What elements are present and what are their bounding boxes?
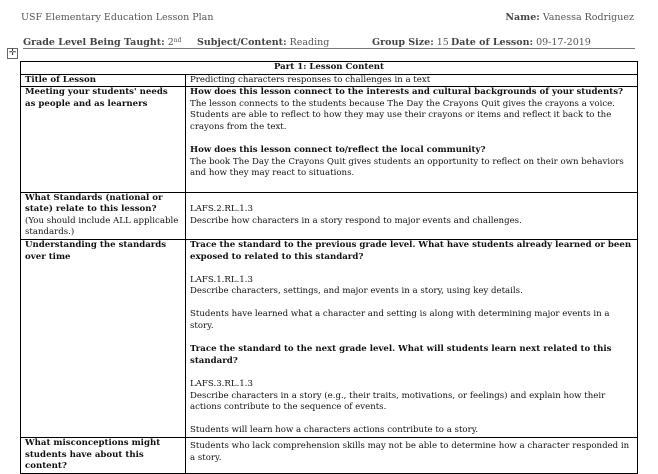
understanding-label: Understanding the standards over time bbox=[21, 239, 186, 437]
lesson-title: Predicting characters responses to challenges in a text bbox=[186, 74, 638, 87]
student-name bbox=[505, 12, 634, 23]
standards-content bbox=[186, 192, 638, 239]
understanding-content bbox=[186, 239, 638, 437]
standard-description: Describe how characters in a story respond to major events and challenges. bbox=[190, 215, 522, 226]
next-standard-code: LAFS.3.RL.1.3 bbox=[190, 379, 253, 390]
lesson-info-bar bbox=[23, 37, 635, 49]
table-move-handle-icon[interactable]: ✛ bbox=[8, 48, 17, 58]
misconceptions-label: What misconceptions might students have about this content? bbox=[21, 438, 186, 474]
standards-label: What Standards (national or state) relate to this lesson? bbox=[25, 192, 163, 215]
grade-level: Grade Level Being Taught: 2nd bbox=[23, 37, 182, 48]
misconceptions-content bbox=[186, 438, 638, 474]
misconceptions-text: Students who lack comprehension skills may not be able to determine how a character responded in a story. bbox=[190, 441, 630, 463]
standards-label-cell bbox=[21, 192, 186, 239]
standards-label-note: (You should include ALL applicable standards.) bbox=[25, 215, 179, 238]
understanding-question-2: Trace the standard to the next grade level. What will students learn next related to this standard? bbox=[190, 344, 612, 366]
table-row bbox=[21, 239, 638, 437]
needs-label: Meeting your students' needs as people and as learners bbox=[21, 87, 186, 192]
needs-question-2: How does this lesson connect to/reflect the local community? bbox=[190, 145, 486, 156]
table-row bbox=[21, 192, 638, 239]
understanding-answer-1: Students have learned what a character and setting is along with determining major events in a story. bbox=[190, 309, 610, 332]
standard-code: LAFS.2.RL.1.3 bbox=[190, 204, 253, 215]
lesson-date: Date of Lesson: 09-17-2019 bbox=[451, 37, 591, 48]
table-part-header-row bbox=[21, 62, 638, 75]
title-label: Title of Lesson bbox=[21, 74, 186, 87]
group-size: Group Size: 15 bbox=[372, 37, 449, 48]
needs-question-1: How does this lesson connect to the interests and cultural backgrounds of your students? bbox=[190, 87, 624, 98]
next-standard-description: Describe characters in a story (e.g., their traits, motivations, or feelings) and explain how their actions contribute to the sequence of events. bbox=[190, 390, 606, 413]
understanding-answer-2: Students will learn how a characters actions contribute to a story. bbox=[190, 425, 479, 436]
needs-content bbox=[186, 87, 638, 192]
table-row bbox=[21, 438, 638, 474]
previous-standard-description: Describe characters, settings, and major events in a story, using key details. bbox=[190, 286, 523, 297]
name-label: Name: bbox=[505, 12, 540, 23]
needs-answer-1: The lesson connects to the students because The Day the Crayons Quit gives the crayons a voice. Students are able to reflect to how they may use their crayons or items and reflect it back to the crayons from the text. bbox=[190, 98, 615, 132]
table-row bbox=[21, 74, 638, 87]
understanding-question-1: Trace the standard to the previous grade level. What have students already learned or been exposed to related to this standard? bbox=[190, 239, 632, 262]
lesson-content-table bbox=[20, 61, 638, 474]
table-row bbox=[21, 87, 638, 192]
needs-answer-2: The book The Day the Crayons Quit gives students an opportunity to reflect on their own behaviors and how they may react to situations. bbox=[190, 156, 624, 179]
name-value: Vanessa Rodriguez bbox=[542, 12, 634, 23]
part-title: Part 1: Lesson Content bbox=[21, 62, 638, 75]
document-title: USF Elementary Education Lesson Plan bbox=[21, 12, 214, 23]
subject-content: Subject/Content: Reading bbox=[197, 37, 330, 48]
previous-standard-code: LAFS.1.RL.1.3 bbox=[190, 274, 253, 285]
